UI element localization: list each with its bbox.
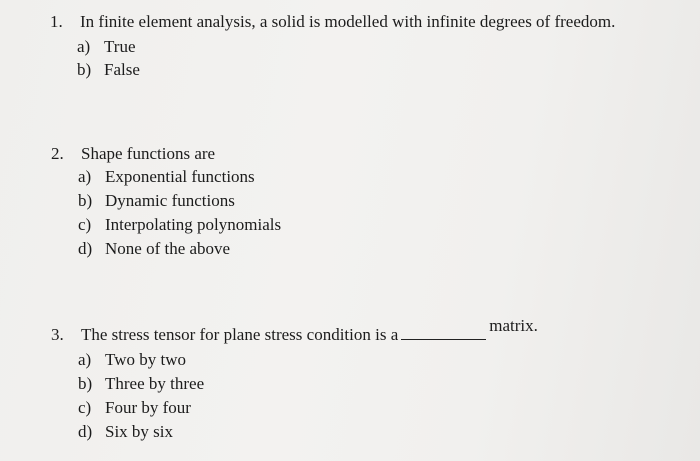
option-1b [77, 60, 140, 80]
option-letter: a) [77, 37, 91, 56]
option-letter: d) [78, 239, 93, 258]
option-text: Six by six [105, 422, 174, 441]
option-2d [78, 239, 230, 259]
option-1a [77, 37, 136, 57]
question-text: Shape functions are [81, 144, 216, 163]
option-text: Two by two [105, 350, 186, 369]
question-1 [50, 12, 615, 32]
option-letter: a) [78, 167, 92, 186]
option-text: None of the above [105, 239, 231, 258]
option-text: Three by three [105, 374, 205, 393]
question-text: In finite element analysis, a solid is modelled with infinite degrees of freedom. [80, 12, 616, 31]
question-3 [51, 316, 538, 345]
option-text: Exponential functions [105, 167, 255, 186]
option-letter: d) [78, 422, 93, 441]
option-text: False [104, 60, 140, 79]
option-2b [78, 191, 235, 211]
option-text: Four by four [105, 398, 191, 417]
option-letter: c) [78, 215, 92, 234]
option-3d [78, 422, 173, 442]
question-number: 1. [50, 12, 63, 31]
option-text: Dynamic functions [105, 191, 235, 210]
question-number: 3. [51, 325, 64, 344]
option-text: True [104, 37, 136, 56]
question-2 [51, 144, 215, 164]
option-2a [78, 167, 255, 187]
option-3a [78, 350, 186, 370]
option-letter: c) [78, 398, 92, 417]
option-2c [78, 215, 281, 235]
option-text: Interpolating polynomials [105, 215, 282, 234]
question-text: The stress tensor for plane stress condition is a [81, 325, 399, 344]
option-letter: b) [78, 374, 93, 393]
option-letter: a) [78, 350, 92, 369]
answer-blank [401, 327, 486, 340]
option-3b [78, 374, 204, 394]
option-3c [78, 398, 191, 418]
option-letter: b) [78, 191, 93, 210]
option-letter: b) [77, 60, 92, 79]
question-text-tail: matrix. [489, 316, 538, 335]
question-number: 2. [51, 144, 64, 163]
